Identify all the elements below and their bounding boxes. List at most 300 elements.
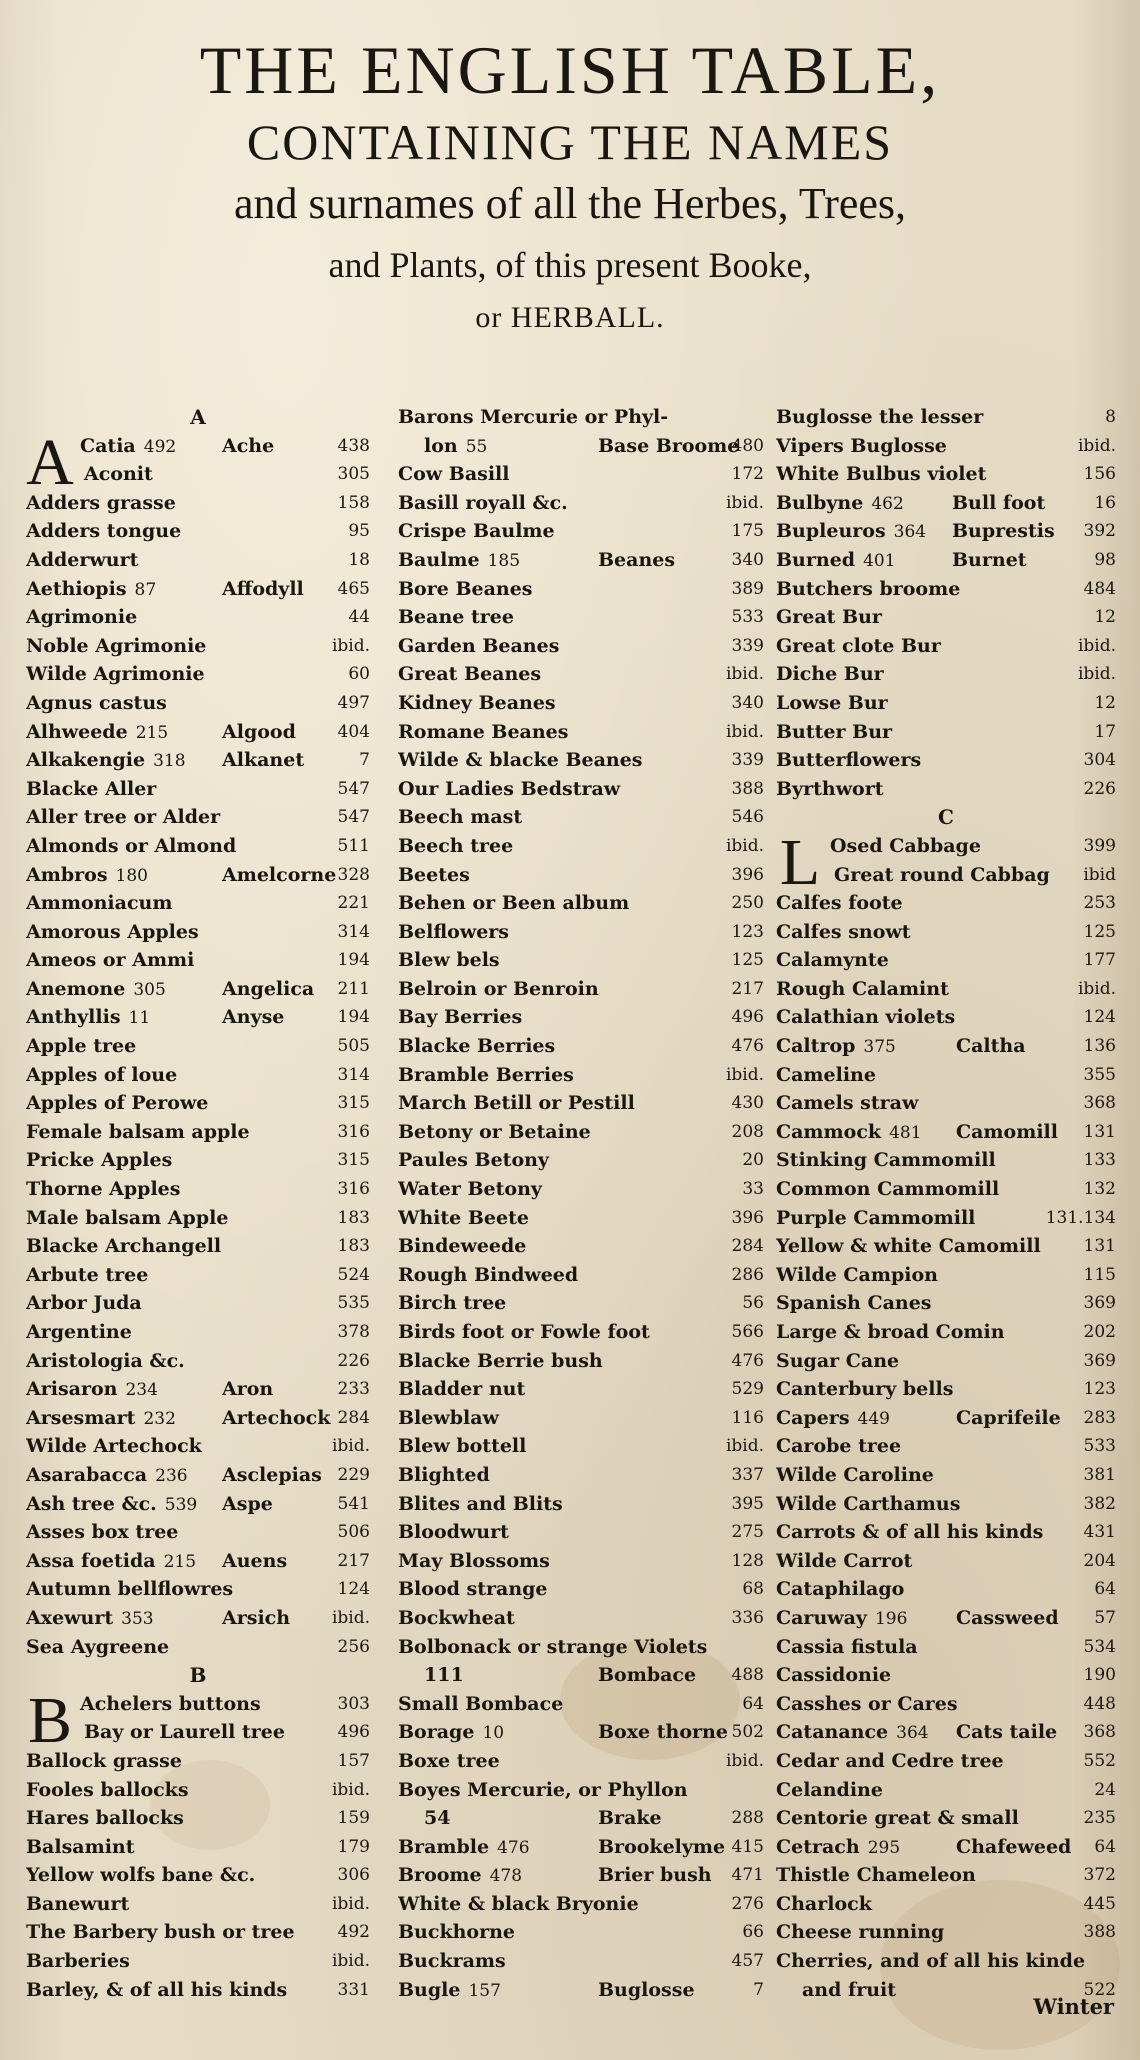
entry-page-number: 476 (731, 1036, 764, 1057)
entry-name (398, 1118, 591, 1147)
entry-name (26, 718, 168, 747)
entry-name-text: Aristologia &c. (26, 1349, 185, 1372)
entry-name (776, 689, 888, 718)
entry-page-inline: 305 (133, 979, 166, 1000)
index-column-2 (398, 403, 764, 2001)
entry-second-name: Amelcorne (222, 863, 337, 886)
entry-name (776, 460, 986, 489)
entry-page-number: 202 (1083, 1322, 1116, 1342)
index-entry (776, 1633, 1116, 1662)
entry-name (398, 403, 668, 432)
entry-name (776, 1375, 953, 1404)
entry-name-text: Bupleuros (776, 520, 886, 543)
entry-name (776, 1490, 960, 1519)
entry-page-inline: 196 (874, 1608, 908, 1629)
index-entry (26, 517, 370, 546)
entry-name-text: Barons Mercurie or Phyl- (398, 406, 669, 428)
entry-page-number: 396 (731, 1207, 764, 1228)
entry-page-number: 123 (731, 921, 764, 942)
entry-name-text: Barberies (26, 1950, 130, 1973)
entry-name-text: Bindeweede (398, 1235, 527, 1258)
entry-name (26, 1776, 189, 1805)
index-entry (776, 1718, 1116, 1747)
entry-name-text: Butchers broome (776, 577, 961, 600)
entry-page-number: 123 (1083, 1379, 1116, 1400)
entry-name (776, 1804, 1019, 1833)
entry-page-number: 328 (337, 864, 370, 885)
entry-name-text: Garden Beanes (398, 634, 560, 657)
index-entry (776, 1175, 1116, 1204)
entry-name (26, 1175, 180, 1204)
entry-name (398, 1232, 526, 1261)
index-entry (776, 1804, 1116, 1833)
entry-name-text: Common Cammomill (776, 1178, 1000, 1201)
entry-name-text: Barley, & of all his kinds (26, 1978, 288, 2001)
entry-name (26, 832, 236, 861)
entry-page-number: ibid. (725, 835, 764, 856)
index-column-1 (26, 403, 370, 2001)
index-entry (26, 946, 370, 975)
index-entry (26, 1261, 370, 1290)
entry-page-number: 315 (337, 1150, 370, 1171)
entry-name (26, 775, 156, 804)
index-entry (26, 1146, 370, 1175)
entry-name-text: Agrimonie (26, 606, 138, 629)
entry-second-name: Arsich (222, 1606, 291, 1629)
index-entry (398, 603, 764, 632)
index-entry (26, 546, 370, 575)
index-entry (398, 1461, 764, 1490)
entry-second-name: Aron (222, 1378, 274, 1401)
entry-name (776, 660, 884, 689)
entry-page-inline: 10 (482, 1723, 505, 1744)
entry-name (776, 946, 889, 975)
entry-name-text: Beetes (398, 863, 470, 886)
entry-page-number: 229 (337, 1464, 370, 1485)
entry-name (80, 432, 176, 461)
entry-name-text: Apple tree (26, 1035, 137, 1058)
index-entry (776, 1747, 1116, 1776)
entry-name (398, 1575, 548, 1604)
index-entry (398, 1918, 764, 1947)
entry-page-number: 20 (742, 1150, 764, 1171)
entry-page-number: ibid. (725, 721, 764, 742)
entry-name-text: Ambros (26, 863, 108, 886)
entry-name (776, 889, 903, 918)
entry-page-number: 396 (731, 864, 764, 885)
index-entry (776, 1918, 1116, 1947)
entry-name (398, 746, 643, 775)
entry-name (776, 1461, 934, 1490)
entry-name (776, 603, 882, 632)
index-entry (26, 1204, 370, 1233)
entry-name-text: Boyes Mercurie, or Phyllon (398, 1778, 688, 1801)
entry-name-text: Cameline (776, 1063, 876, 1086)
entry-name (398, 632, 559, 661)
index-entry (776, 1604, 1116, 1633)
description-line-2: and Plants, of this present Booke, (328, 245, 812, 285)
entry-page-number: 314 (337, 1064, 370, 1085)
entry-name-text: Arbor Juda (26, 1292, 142, 1315)
entry-name-text: Cammock (776, 1120, 882, 1143)
index-entry (398, 517, 764, 546)
entry-page-number: 438 (337, 435, 370, 456)
entry-page-number: 276 (731, 1893, 764, 1914)
entry-page-number: 533 (1083, 1436, 1116, 1457)
index-entry (26, 1776, 370, 1805)
entry-name (424, 1804, 450, 1833)
index-entry (398, 632, 764, 661)
index-entry (398, 1032, 764, 1061)
entry-name (776, 1032, 896, 1061)
index-entry (398, 889, 764, 918)
entry-second-name: Brookelyme (598, 1835, 726, 1858)
index-entry (398, 1318, 764, 1347)
index-entry (26, 1575, 370, 1604)
index-entry (398, 460, 764, 489)
entry-page-number: 524 (337, 1264, 370, 1285)
entry-name-text: Amorous Apples (26, 920, 199, 943)
entry-page-inline: 492 (143, 436, 177, 457)
index-entry (26, 1518, 370, 1547)
entry-name (26, 1604, 154, 1633)
entry-name-text: Sea Aygreene (26, 1635, 170, 1658)
index-entry (776, 889, 1116, 918)
index-entry (398, 1890, 764, 1919)
entry-name-text: Kidney Beanes (398, 691, 556, 714)
entry-name (26, 546, 138, 575)
entry-second-name: Caltha (956, 1035, 1026, 1058)
entry-page-number: 316 (337, 1179, 370, 1200)
entry-name (26, 1861, 255, 1890)
entry-page-number: 314 (337, 921, 370, 942)
entry-name-text: Byrthwort (776, 777, 884, 800)
index-entry (26, 1947, 370, 1976)
index-entry (776, 1661, 1116, 1690)
index-entry (26, 1633, 370, 1662)
index-entry (776, 1318, 1116, 1347)
index-entry (398, 689, 764, 718)
entry-name-text: Balsamint (26, 1835, 135, 1858)
entry-name (26, 489, 176, 518)
entry-name-text: Cheese running (776, 1921, 945, 1944)
entry-name (398, 517, 555, 546)
entry-name-text: Diche Bur (776, 663, 884, 686)
entry-name-text: Buglosse the lesser (776, 406, 984, 428)
entry-name-text: Burned (776, 548, 856, 571)
entry-name-text: Bramble Berries (398, 1063, 574, 1086)
entry-page-number: ibid. (725, 492, 764, 513)
entry-second-name: Anyse (222, 1006, 285, 1029)
index-entry (26, 1490, 370, 1519)
entry-name-text: Apples of Perowe (26, 1092, 209, 1115)
index-entry (26, 1003, 370, 1032)
entry-page-number: 18 (348, 549, 370, 570)
entry-name (398, 575, 533, 604)
entry-page-number: 511 (337, 835, 370, 856)
section-letter-text: B (189, 1663, 207, 1688)
entry-page-number: 116 (731, 1407, 764, 1428)
entry-name (398, 1089, 635, 1118)
entry-name-text: Water Betony (398, 1178, 542, 1201)
entry-name-text: Wilde Carrot (776, 1549, 913, 1572)
entry-name-text: Blew bottell (398, 1435, 527, 1458)
index-entry (398, 1947, 764, 1976)
entry-page-inline: 180 (115, 865, 148, 886)
entry-name-text: Borage (398, 1721, 475, 1744)
entry-name (26, 1575, 233, 1604)
entry-name-text: The Barbery bush or tree (26, 1921, 295, 1944)
entry-name (398, 718, 568, 747)
entry-page-number: 194 (337, 1007, 370, 1028)
entry-name (776, 746, 921, 775)
entry-page-number: ibid. (331, 635, 370, 656)
entry-name-text: Blacke Berries (398, 1035, 556, 1058)
entry-name (398, 1890, 639, 1919)
entry-page-number: 484 (1083, 578, 1116, 599)
entry-name (776, 1890, 872, 1919)
entry-name (398, 660, 541, 689)
entry-name (26, 1461, 188, 1490)
entry-name-text: Anthyllis (26, 1006, 121, 1029)
entry-page-inline: 295 (867, 1837, 901, 1858)
entry-name-text: Osed Cabbage (830, 834, 981, 857)
entry-name (398, 889, 629, 918)
entry-name-text: Catanance (776, 1721, 889, 1744)
entry-page-inline: 234 (125, 1380, 158, 1401)
entry-name-text: Noble Agrimonie (26, 634, 207, 657)
entry-name (776, 1204, 975, 1233)
index-entry (398, 1118, 764, 1147)
entry-page-number: 496 (337, 1722, 370, 1743)
entry-name (26, 918, 199, 947)
entry-name-text: Adders tongue (26, 520, 182, 543)
entry-name (398, 1718, 504, 1747)
index-entry (398, 546, 764, 575)
entry-page-inline: 539 (164, 1494, 198, 1515)
entry-name (776, 975, 949, 1004)
entry-name (776, 489, 904, 518)
entry-name (424, 1661, 464, 1690)
index-entry (776, 1375, 1116, 1404)
entry-page-number: 250 (731, 893, 764, 914)
entry-name-text: Blacke Berrie bush (398, 1349, 603, 1372)
entry-page-number: 381 (1083, 1464, 1116, 1485)
index-entry (398, 803, 764, 832)
entry-name-text: and fruit (802, 1978, 897, 2001)
entry-name-text: Birch tree (398, 1292, 507, 1315)
entry-page-number: 253 (1083, 893, 1116, 914)
entry-page-number: 125 (1083, 921, 1116, 942)
entry-name-text: Spanish Canes (776, 1292, 932, 1315)
entry-second-name: Camomill (956, 1120, 1058, 1143)
entry-name (398, 1490, 563, 1519)
entry-name-text: Blighted (398, 1463, 490, 1486)
entry-page-number: 378 (337, 1322, 370, 1342)
entry-page-number: 337 (731, 1464, 764, 1485)
entry-name-text: Buckrams (398, 1950, 506, 1973)
entry-name (398, 1604, 515, 1633)
entry-name (776, 1289, 932, 1318)
index-entry (398, 1003, 764, 1032)
entry-name (398, 861, 470, 890)
index-entry (776, 1518, 1116, 1547)
entry-name-text: Wilde & blacke Beanes (398, 749, 643, 772)
section-letter (26, 1661, 370, 1690)
entry-name (398, 1547, 550, 1576)
entry-name-text: Great round Cabbag (834, 863, 1050, 886)
entry-second-name: Alkanet (222, 749, 305, 772)
entry-name-text: Bay or Laurell tree (84, 1721, 285, 1744)
entry-name (26, 1032, 136, 1061)
entry-name (834, 861, 1050, 890)
entry-name-text: Caruway (776, 1606, 867, 1629)
entry-name-text: Wilde Artechock (26, 1435, 202, 1458)
entry-page-number: 115 (1083, 1264, 1116, 1285)
entry-name (398, 1347, 603, 1376)
entry-name-text: Large & broad Comin (776, 1321, 1005, 1343)
entry-name-text: Bramble (398, 1835, 490, 1858)
entry-page-number: ibid. (331, 1436, 370, 1457)
entry-page-number: 340 (731, 692, 764, 713)
index-entry (398, 1061, 764, 1090)
entry-name (26, 1232, 221, 1261)
entry-second-name: Bombace (598, 1664, 697, 1687)
entry-name (26, 1547, 196, 1576)
entry-name-text: Banewurt (26, 1892, 130, 1915)
index-entry (398, 1347, 764, 1376)
entry-name-text: Arbute tree (26, 1263, 149, 1286)
entry-name-text: Great clote Bur (776, 634, 941, 657)
entry-name-text: Lowse Bur (776, 691, 888, 714)
entry-page-number: 306 (337, 1865, 370, 1886)
entry-name-text: Bay Berries (398, 1006, 523, 1029)
entry-name-text: Wilde Campion (776, 1263, 938, 1286)
entry-name (26, 1003, 150, 1032)
section-letter (26, 403, 370, 432)
index-entry (398, 832, 764, 861)
entry-name-text: White Beete (398, 1206, 529, 1229)
entry-name-text: Cataphilago (776, 1578, 905, 1601)
entry-name-text: Cherries, and of all his kinde (776, 1950, 1086, 1973)
entry-page-number: 395 (731, 1493, 764, 1514)
entry-name (398, 689, 556, 718)
index-entry (26, 918, 370, 947)
entry-name (776, 403, 983, 432)
entry-page-number: 552 (1083, 1750, 1116, 1771)
index-entry (776, 718, 1116, 747)
entry-name (26, 1804, 184, 1833)
entry-name-text: Rough Calamint (776, 977, 949, 1000)
index-entry (776, 517, 1116, 546)
index-entry (398, 403, 764, 432)
entry-name (398, 803, 522, 832)
entry-page-number: 372 (1083, 1865, 1116, 1886)
index-entry (776, 1404, 1116, 1433)
entry-name (776, 432, 947, 461)
entry-name-text: Butter Bur (776, 720, 893, 743)
entry-name-text: Alkakengie (26, 749, 146, 772)
entry-name-text: Adders grasse (26, 491, 176, 514)
entry-page-number: 190 (1083, 1665, 1116, 1686)
entry-name-text: Thorne Apples (26, 1178, 181, 1201)
entry-page-number: 502 (731, 1722, 764, 1743)
entry-name-text: White Bulbus violet (776, 463, 987, 486)
entry-name-text: Blewblaw (398, 1406, 499, 1429)
entry-second-name: Artechock (222, 1406, 331, 1429)
entry-page-number: 17 (1094, 721, 1116, 742)
entry-name-text: Centorie great & small (776, 1807, 1019, 1830)
entry-name (26, 1890, 129, 1919)
index-entry (26, 1375, 370, 1404)
entry-name (776, 1776, 883, 1805)
entry-name-text: Capers (776, 1406, 850, 1429)
index-entry (26, 1547, 370, 1576)
entry-name-text: Autumn bellflowres (26, 1578, 234, 1601)
entry-second-name: Affodyll (222, 577, 304, 600)
entry-second-name: Auens (222, 1549, 288, 1572)
index-entry (398, 1718, 764, 1747)
entry-name-text: Calathian violets (776, 1006, 956, 1029)
entry-name (398, 1747, 500, 1776)
entry-name-text: 54 (424, 1807, 451, 1830)
index-entry (776, 403, 1116, 432)
index-entry (776, 1118, 1116, 1147)
entry-name-text: Pricke Apples (26, 1149, 173, 1172)
index-entry (398, 1776, 764, 1805)
entry-name (26, 1404, 176, 1433)
entry-name-text: Achelers buttons (80, 1692, 261, 1715)
entry-name-text: Bladder nut (398, 1378, 526, 1401)
entry-name-text: Calamynte (776, 949, 889, 972)
entry-name-text: Ameos or Ammi (26, 949, 195, 972)
index-entry (26, 832, 370, 861)
drop-cap-initial: L (779, 826, 821, 899)
entry-name-text: Wilde Caroline (776, 1463, 934, 1486)
entry-page-number: 177 (1083, 950, 1116, 971)
entry-name-text: Anemone (26, 977, 126, 1000)
entry-name-text: Birds foot or Fowle foot (398, 1321, 650, 1343)
index-entry (26, 803, 370, 832)
drop-cap-initial: A (26, 426, 74, 499)
index-entry (26, 1032, 370, 1061)
index-entry (26, 889, 370, 918)
entry-second-name: Angelica (222, 977, 315, 1000)
entry-page-number: 12 (1094, 607, 1116, 628)
entry-name-text: Assa foetida (26, 1549, 156, 1572)
entry-name-text: Adderwurt (26, 548, 139, 571)
index-entry (26, 1175, 370, 1204)
entry-name-text: Betony or Betaine (398, 1120, 591, 1143)
entry-name (776, 1261, 938, 1290)
index-entry (776, 946, 1116, 975)
entry-page-number: 159 (337, 1808, 370, 1829)
entry-page-number: 60 (348, 664, 370, 685)
entry-second-name: Brake (598, 1807, 662, 1830)
entry-name-text: Basill royall &c. (398, 491, 568, 514)
entry-name-text: Calfes foote (776, 892, 903, 915)
index-entry (26, 975, 370, 1004)
index-entry (776, 460, 1116, 489)
index-entry (26, 689, 370, 718)
entry-name (398, 1061, 574, 1090)
entry-page-number: 547 (337, 778, 370, 799)
entry-name (802, 1976, 896, 2005)
index-entry (26, 489, 370, 518)
index-entry (26, 1289, 370, 1318)
entry-page-number: 183 (337, 1236, 370, 1257)
entry-page-inline: 364 (893, 522, 927, 543)
